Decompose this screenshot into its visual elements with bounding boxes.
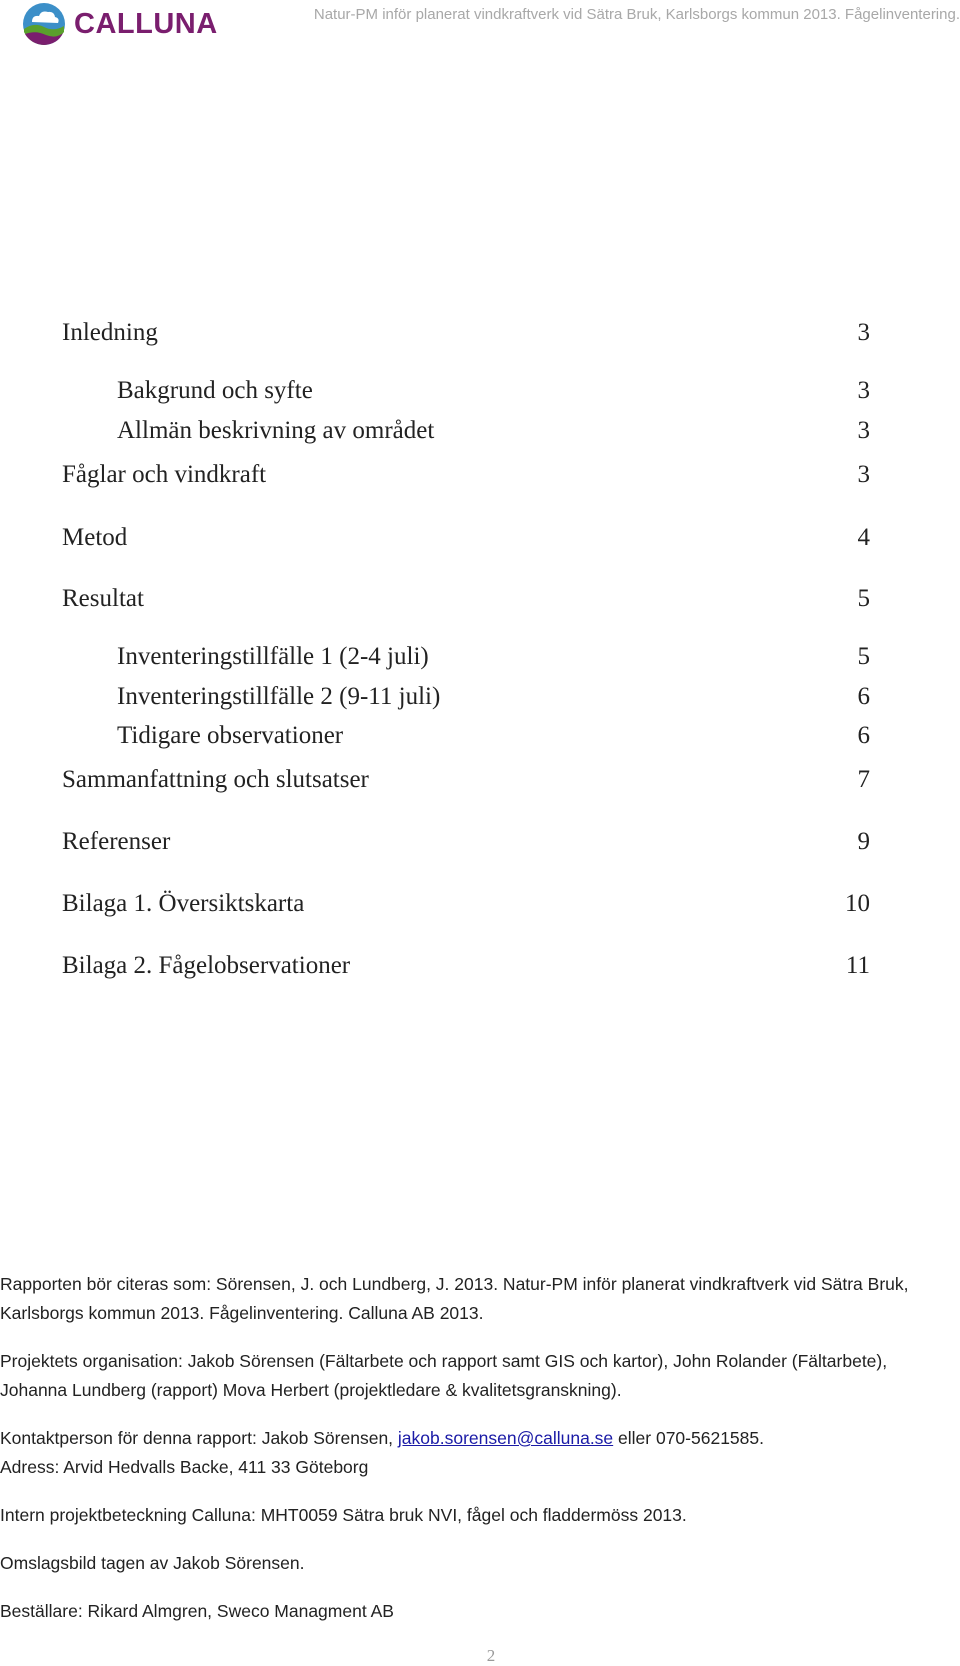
- toc-entry-label: Bakgrund och syfte: [117, 377, 313, 404]
- toc-entry-label: Referenser: [62, 828, 171, 855]
- report-info: [0, 1270, 910, 1626]
- toc-entry-label: Allmän beskrivning av området: [117, 417, 435, 444]
- client-text: Beställare: Rikard Almgren, Sweco Managment AB: [0, 1601, 394, 1621]
- toc-entry-page: 7: [857, 766, 870, 793]
- toc-entry-label: Sammanfattning och slutsatser: [62, 766, 369, 793]
- toc-entry-page: 10: [845, 890, 870, 917]
- toc-entry-label: Inledning: [62, 319, 158, 346]
- toc-entry-label: Metod: [62, 524, 128, 551]
- toc-entry-page: 3: [857, 319, 870, 346]
- address-text: Adress: Arvid Hedvalls Backe, 411 33 Göteborg: [0, 1457, 369, 1477]
- toc-entry-label: Inventeringstillfälle 2 (9-11 juli): [117, 683, 441, 710]
- page-number: 2: [486, 1646, 496, 1665]
- toc-entry-page: 6: [857, 722, 870, 749]
- toc-entry-page: 6: [857, 683, 870, 710]
- toc-entry-label: Fåglar och vindkraft: [62, 461, 267, 488]
- toc-entry-page: 5: [857, 643, 870, 670]
- toc-entry-label: Bilaga 2. Fågelobservationer: [62, 952, 351, 979]
- header-title: Natur-PM inför planerat vindkraftverk vid Sätra Bruk, Karlsborgs kommun 2013. Fågelinventering.: [313, 6, 960, 23]
- toc-entry-page: 5: [857, 585, 870, 612]
- contact-line: [0, 1424, 910, 1453]
- citation-text: Rapporten bör citeras som: Sörensen, J. och Lundberg, J. 2013. Natur-PM inför planerat vindkraftverk vid Sätra Bruk, Karlsborgs kommun 2013. Fågelinventering. Calluna AB 2013.: [0, 1274, 909, 1323]
- toc-entry-label: Bilaga 1. Översiktskarta: [62, 890, 305, 917]
- toc-entry-label: Tidigare observationer: [117, 722, 344, 749]
- toc-entry-page: 4: [857, 524, 870, 551]
- toc-entry-page: 9: [857, 828, 870, 855]
- logo-text: CALLUNA: [74, 8, 218, 40]
- toc-entry-page: 11: [845, 952, 870, 979]
- toc-entry-label: Resultat: [62, 585, 144, 612]
- organisation-text: Projektets organisation: Jakob Sörensen (Fältarbete och rapport samt GIS och kartor), John Rolander (Fältarbete), Johanna Lundberg (rapport) Mova Herbert (projektledare & kvalitetsgranskning).: [0, 1351, 888, 1400]
- internal-project-text: Intern projektbeteckning Calluna: MHT0059 Sätra bruk NVI, fågel och fladdermöss 2013.: [0, 1505, 687, 1525]
- contact-prefix: Kontaktperson för denna rapport: Jakob Sörensen,: [0, 1428, 398, 1448]
- contact-suffix: eller 070-5621585.: [613, 1428, 764, 1448]
- cover-photo-text: Omslagsbild tagen av Jakob Sörensen.: [0, 1553, 305, 1573]
- toc-entry-page: 3: [857, 461, 870, 488]
- contact-email-link[interactable]: jakob.sorensen@calluna.se: [397, 1428, 614, 1448]
- toc-entry-page: 3: [857, 417, 870, 444]
- toc-entry-label: Inventeringstillfälle 1 (2-4 juli): [117, 643, 429, 670]
- toc-entry-page: 3: [857, 377, 870, 404]
